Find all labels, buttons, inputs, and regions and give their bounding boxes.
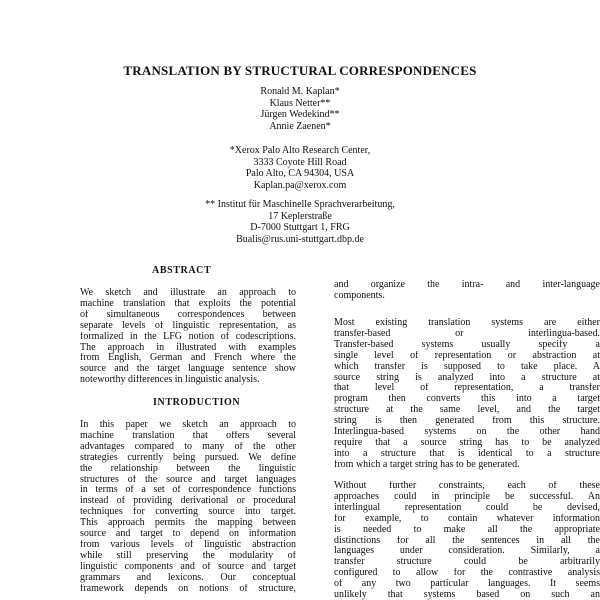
right-column-paragraph-1 [334,280,600,302]
text-line: grammars and lexicons. Our conceptual [80,572,296,583]
text-line: Most existing translation systems are either [334,318,600,328]
introduction-heading: INTRODUCTION [153,397,241,408]
paper-title: TRANSLATION BY STRUCTURAL CORRESPONDENCES [123,63,477,78]
text-line: unlikely that systems based on such an [334,590,600,600]
text-line: structures of the source and target languages [80,474,296,485]
text-line: and organize the intra- and inter-language [334,280,600,290]
text-line: of any two particular languages. It seems [334,579,600,590]
affiliation-line: D-7000 Stuttgart 1, FRG [250,222,350,234]
right-column-paragraph-3 [334,481,600,600]
text-line: Transfer-based systems usually specify a [334,339,600,350]
introduction-body [80,420,296,595]
text-line: source and the target language sentence show [80,364,296,375]
text-line: program then converts this into a target [334,394,600,405]
text-line: formalized in the LFG notion of codescriptions. [80,331,296,342]
author-name: Klaus Netter** [269,97,331,109]
text-line: into a structure that is identical to a structure [334,448,600,459]
text-line: configured to allow for the contrastive analysis [334,568,600,579]
text-line: single level of representation or abstraction at [334,350,600,361]
text-line: the relationship between the linguistic [80,463,296,474]
text-line: transfer-based or interlingua-based. [334,328,600,339]
text-line: languages under consideration. Similarly, a [334,546,600,557]
text-line: which transfer is supposed to take place. A [334,361,600,372]
text-line: In this paper we sketch an approach to [80,420,296,430]
text-line: strategies currently being pursued. We define [80,452,296,463]
text-line: linguistic components and of source and target [80,561,296,572]
author-name: Ronald M. Kaplan* [260,86,340,97]
text-line: Interlingua-based systems on the other hand [334,427,600,438]
text-line: source string is analyzed into a structure at [334,372,600,383]
affiliation-line: 3333 Coyote Hill Road [253,156,347,168]
text-line: approaches could in principle be successful. An [334,491,600,502]
author-name: Annie Zaenen* [269,120,331,132]
text-line: techniques for converting source into target. [80,507,296,518]
author-name: Jürgen Wedekind** [260,109,340,121]
text-line: This approach permits the mapping between [80,518,296,529]
affiliation-email: Kaplan.pa@xerox.com [253,179,347,191]
affiliation-line: ** Institut für Maschinelle Sprachverarbeitung, [205,199,395,210]
text-line: that level of representation, a transfer [334,383,600,394]
affiliation-email: Bualis@rus.uni-stuttgart.dbp.de [236,233,364,245]
text-line: interlingual representation could be devised, [334,502,600,513]
text-line: machine translation that offers several [80,430,296,441]
text-line: separate levels of linguistic representation, as [80,320,296,331]
text-line: components. [334,290,385,301]
text-line: Without further constraints, each of these [334,481,600,491]
text-line: structure at the same level, and the target [334,405,600,416]
text-line: while still preserving the modularity of [80,550,296,561]
text-line: instead of providing derivational or procedural [80,496,296,507]
text-line: source and target to depend on information [80,529,296,540]
text-line: from English, German and French where the [80,353,296,364]
text-line: We sketch and illustrate an approach to [80,288,296,298]
abstract-body [80,288,296,386]
text-line: from which a target string has to be generated. [334,459,520,470]
text-line: noteworthy differences in linguistic analysis. [80,375,260,386]
text-line: The approach in illustrated with examples [80,342,296,353]
text-line: of simultaneous correspondences between [80,309,296,320]
text-line: require that a source string has to be analyzed [334,437,600,448]
affiliation-line: *Xerox Palo Alto Research Center, [229,145,371,156]
abstract-heading: ABSTRACT [152,265,212,276]
affiliation-xerox [0,145,600,191]
affiliation-stuttgart [0,199,600,245]
text-line: framework depends on notions of structure, [80,583,296,594]
text-line: from various levels of linguistic abstraction [80,539,296,550]
text-line: distinctions for all the sentences in all the [334,535,600,546]
author-list [0,86,600,132]
text-line: machine translation that exploits the potential [80,298,296,309]
text-line: string is then generated from this structure. [334,416,600,427]
text-line: in terms of a set of correspondence functions [80,485,296,496]
affiliation-line: Palo Alto, CA 94304, USA [245,168,355,180]
text-line: advantages compared to many of the other [80,441,296,452]
affiliation-line: 17 Keplerstraße [268,210,332,222]
text-line: transfer structure could be arbitrarily [334,557,600,568]
text-line: is needed to make all the appropriate [334,524,600,535]
right-column-paragraph-2 [334,318,600,471]
text-line: for example, to contain whatever information [334,513,600,524]
